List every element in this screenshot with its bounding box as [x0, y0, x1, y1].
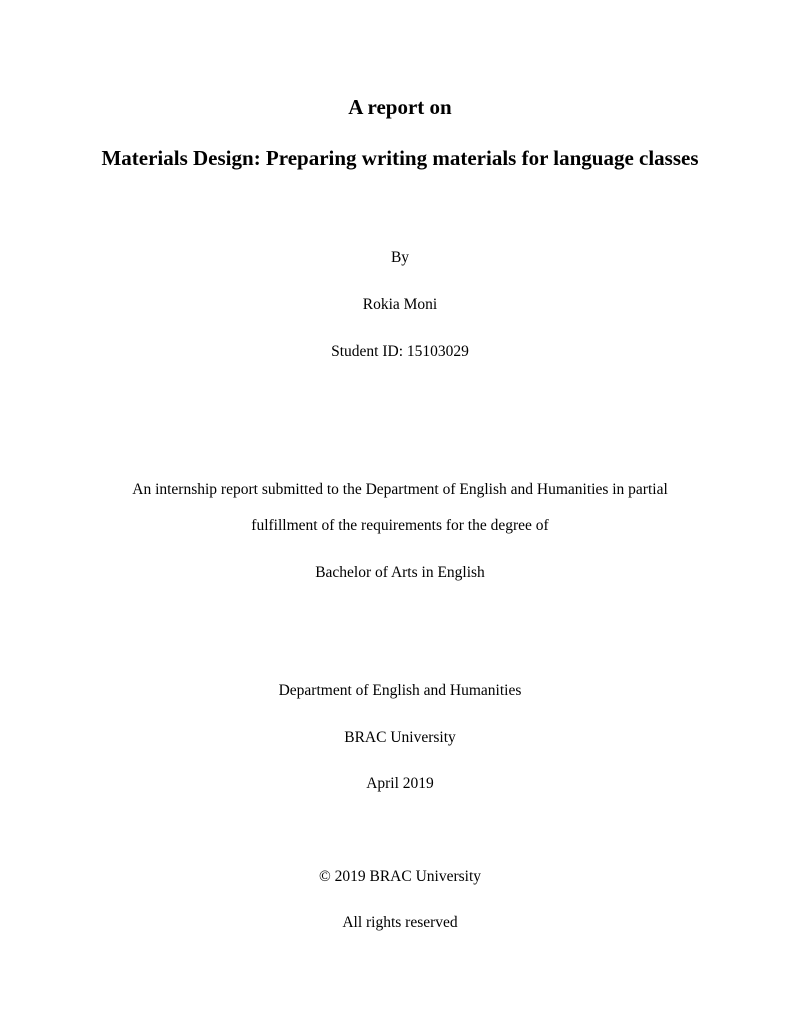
copyright-notice: © 2019 BRAC University [318, 868, 482, 885]
submission-date: April 2019 [366, 775, 434, 792]
submission-statement-line-2: fulfillment of the requirements for the degree of [251, 517, 549, 534]
department-name: Department of English and Humanities [278, 682, 522, 699]
university-name: BRAC University [344, 729, 456, 746]
submission-statement-line-1: An internship report submitted to the Department of English and Humanities in partial [132, 481, 668, 498]
author-name: Rokia Moni [362, 296, 438, 313]
report-heading: A report on [348, 95, 452, 119]
rights-statement: All rights reserved [342, 914, 458, 931]
degree-name: Bachelor of Arts in English [315, 564, 485, 581]
student-id: Student ID: 15103029 [331, 343, 469, 360]
report-title: Materials Design: Preparing writing materials for language classes [101, 146, 699, 170]
by-label: By [390, 249, 410, 266]
